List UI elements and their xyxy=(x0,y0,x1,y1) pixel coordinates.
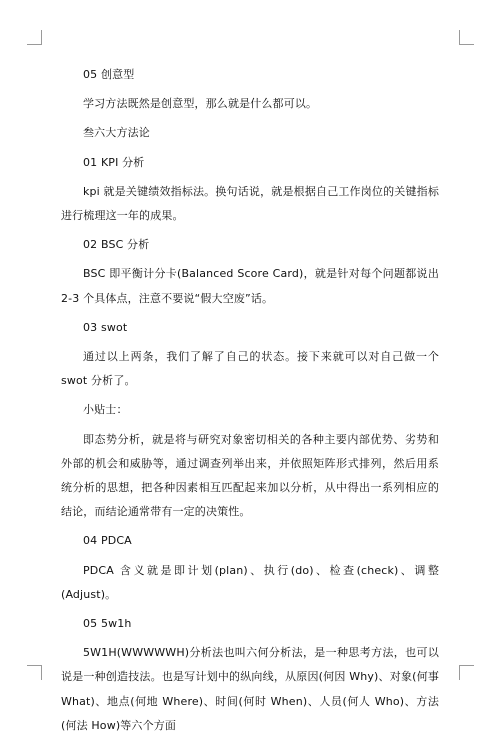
section-heading-swot: 03 swot xyxy=(83,320,128,334)
paragraph-swot: 通过以上两条，我们了解了自己的状态。接下来就可以对自己做一个 swot 分析了。 xyxy=(61,350,439,388)
crop-mark-top-right xyxy=(459,30,474,45)
section-heading-5w1h: 05 5w1h xyxy=(83,617,132,631)
section-heading-pdca: 04 PDCA xyxy=(83,534,132,548)
paragraph-swot-tip: 即态势分析，就是将与研究对象密切相关的各种主要内部优势、劣势和外部的机会和威胁等，通过调查列举出来，并依照矩阵形式排列，然后用系统分析的思想，把各种因素相互匹配起来加以分析，从中得出一系列相应的结论，而结论通常带有一定的决策性。 xyxy=(61,432,439,519)
paragraph-pdca: PDCA 含义就是即计划(plan)、执行(do)、检查(check)、调整(Adjust)。 xyxy=(61,563,439,601)
crop-mark-bottom-left xyxy=(27,665,42,680)
section-heading-creative: 05 创意型 xyxy=(83,68,135,81)
paragraph-kpi: kpi 就是关键绩效指标法。换句话说，就是根据自己工作岗位的关键指标进行梳理这一年的成果。 xyxy=(61,184,439,223)
tip-label: 小贴士： xyxy=(83,403,128,417)
section-heading-kpi: 01 KPI 分析 xyxy=(83,155,145,169)
chapter-heading-methods: 叁六大方法论 xyxy=(83,126,150,140)
crop-mark-top-left xyxy=(27,30,42,45)
crop-mark-bottom-right xyxy=(459,665,474,680)
document-body xyxy=(61,63,439,743)
paragraph-creative: 学习方法既然是创意型，那么就是什么都可以。 xyxy=(83,97,318,111)
paragraph-bsc: BSC 即平衡计分卡(Balanced Score Card)，就是针对每个问题都说出 2-3 个具体点，注意不要说“假大空废”话。 xyxy=(61,267,439,305)
paragraph-5w1h: 5W1H(WWWWWH)分析法也叫六何分析法，是一种思考方法，也可以说是一种创造技法。也是写计划中的纵向线，从原因(何因 Why)、对象(何事 What)、地点(何地 Where)、时间(何时 When)、人员(何人 Who)、方法(何法 How)等六个方面 xyxy=(61,646,439,732)
section-heading-bsc: 02 BSC 分析 xyxy=(83,238,150,252)
